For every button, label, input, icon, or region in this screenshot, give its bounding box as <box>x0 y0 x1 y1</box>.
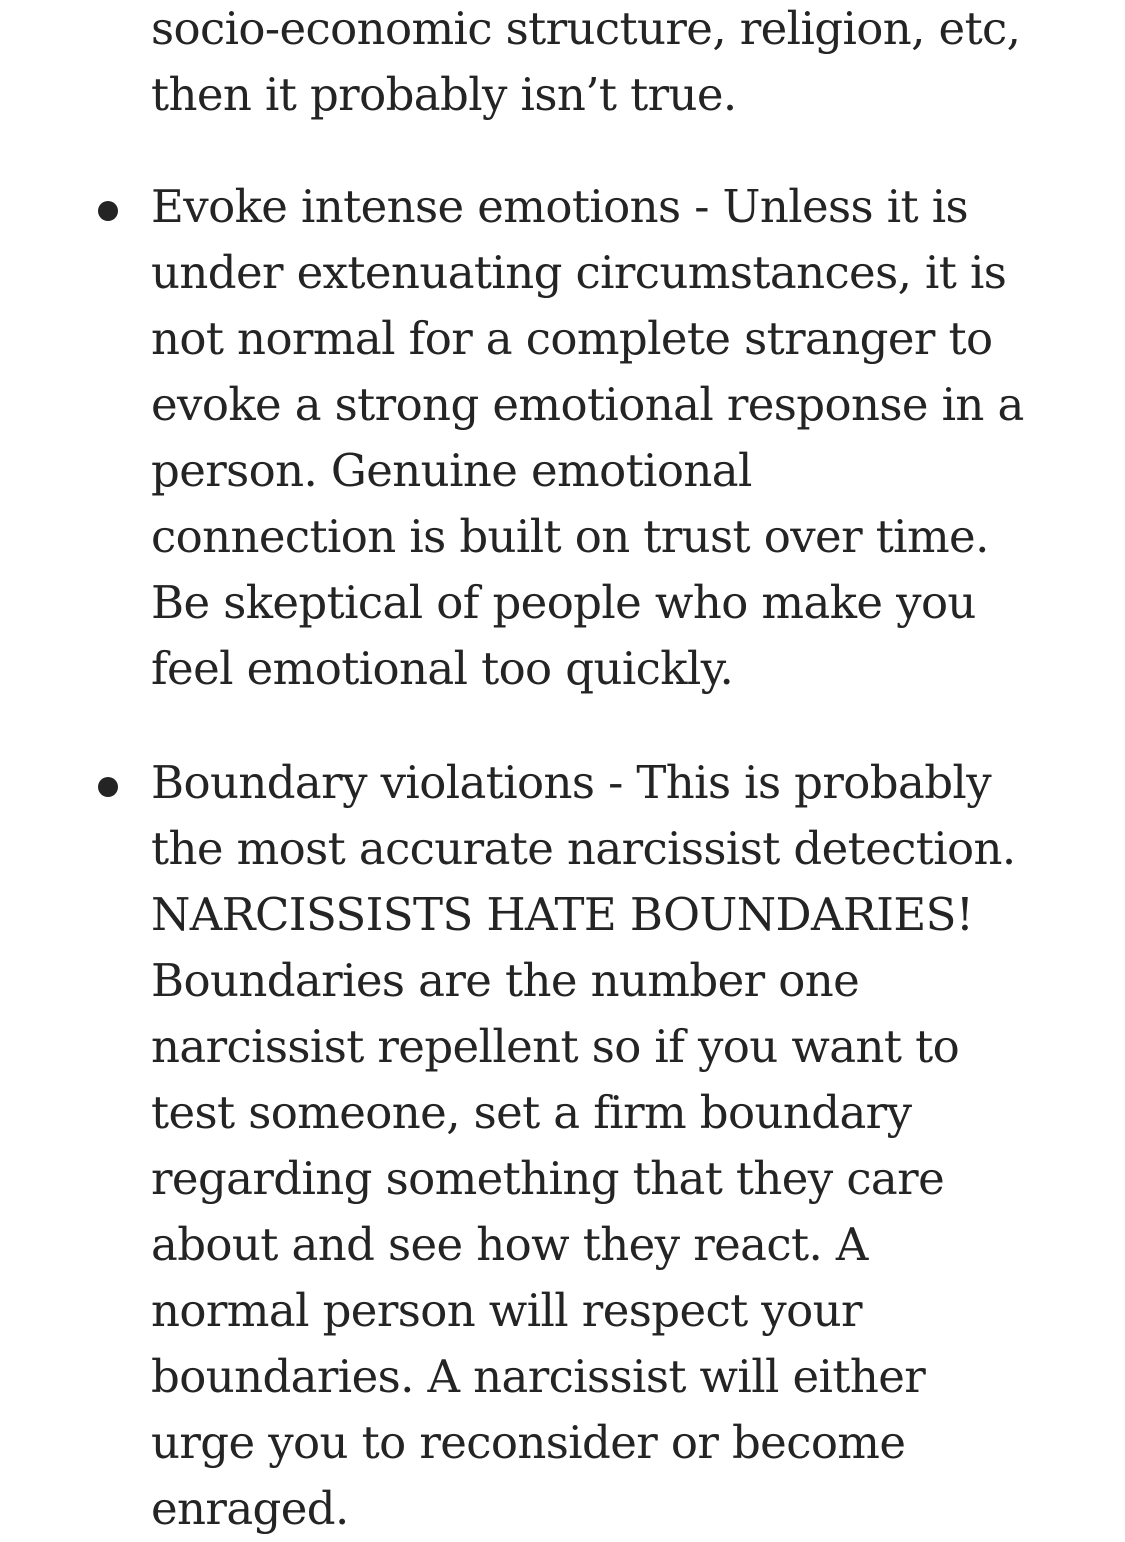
text-line: Evoke intense emotions - Unless it is <box>151 180 969 233</box>
text-line: narcissist repellent so if you want to <box>151 1020 960 1073</box>
text-line: under extenuating circumstances, it is <box>151 246 1007 299</box>
text-line: then it probably isn’t true. <box>151 68 737 121</box>
bullet-dot-icon <box>98 201 118 221</box>
bullet-dot-icon <box>98 777 118 797</box>
text-line: Boundaries are the number one <box>151 954 860 1007</box>
text-line: NARCISSISTS HATE BOUNDARIES! <box>151 888 974 941</box>
text-line: not normal for a complete stranger to <box>151 312 993 365</box>
text-line: normal person will respect your <box>151 1284 862 1337</box>
text-line: connection is built on trust over time. <box>151 510 989 563</box>
text-line: socio-economic structure, religion, etc, <box>151 2 1021 55</box>
text-line: Be skeptical of people who make you <box>151 576 976 629</box>
list-item-boundary-violations <box>151 750 1016 1542</box>
list-item-evoke-intense-emotions <box>151 174 1024 702</box>
text-line: feel emotional too quickly. <box>151 642 734 695</box>
text-line: urge you to reconsider or become <box>151 1416 906 1469</box>
text-line: enraged. <box>151 1482 349 1535</box>
text-line: the most accurate narcissist detection. <box>151 822 1016 875</box>
text-line: test someone, set a firm boundary <box>151 1086 912 1139</box>
text-line: evoke a strong emotional response in a <box>151 378 1024 431</box>
paragraph-continued <box>151 0 1021 128</box>
text-line: Boundary violations - This is probably <box>151 756 992 809</box>
text-line: boundaries. A narcissist will either <box>151 1350 926 1403</box>
text-line: person. Genuine emotional <box>151 444 752 497</box>
text-line: regarding something that they care <box>151 1152 945 1205</box>
text-line: about and see how they react. A <box>151 1218 868 1271</box>
